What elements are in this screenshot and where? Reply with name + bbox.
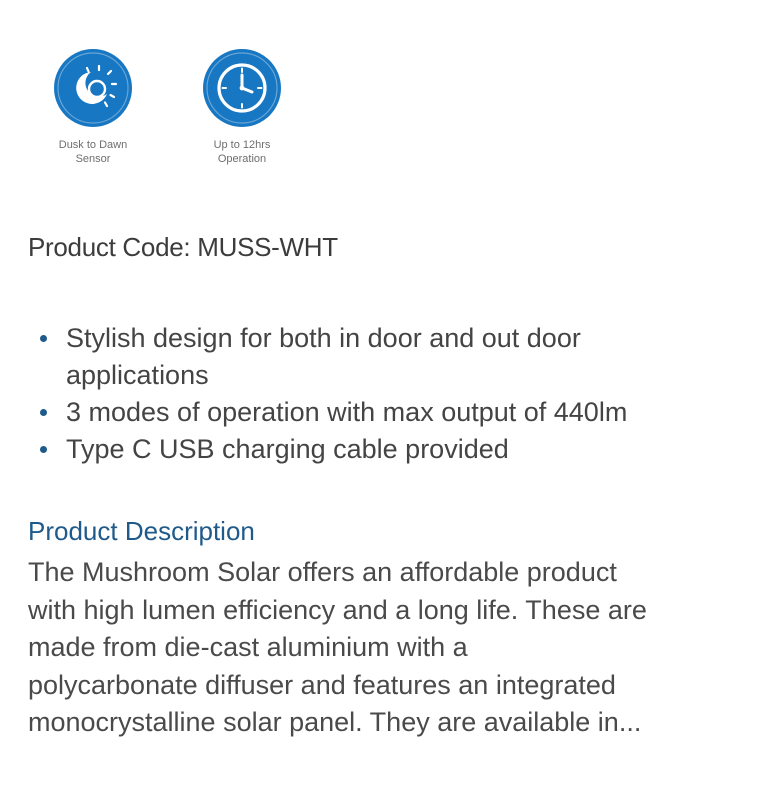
bullet-dot (40, 335, 47, 342)
description-heading: Product Description (28, 516, 255, 546)
product-code: Product Code: MUSS-WHT (28, 232, 338, 262)
description-line: monocrystalline solar panel. They are available in... (28, 707, 642, 737)
description-body (28, 554, 748, 742)
feature-list (28, 320, 748, 468)
feature-caption-line: Sensor (75, 153, 111, 165)
feature-caption-line: Dusk to Dawn (58, 139, 128, 151)
clock-icon (202, 48, 282, 128)
list-item-text: Stylish design for both in door and out door (66, 323, 581, 353)
description-line: The Mushroom Solar offers an affordable product (28, 557, 617, 587)
description-line: with high lumen efficiency and a long life. These are (28, 594, 647, 625)
feature-dusk-to-dawn (33, 48, 153, 166)
moon-sun-icon (53, 48, 133, 128)
list-item-text: Type C USB charging cable provided (66, 434, 509, 464)
bullet-dot (40, 409, 47, 416)
description-line: polycarbonate diffuser and features an integrated (28, 669, 616, 700)
feature-caption-line: Operation (217, 153, 267, 165)
feature-caption (33, 138, 153, 166)
list-item-text: applications (66, 360, 209, 390)
list-item (28, 431, 748, 468)
feature-operation-time (182, 48, 302, 166)
feature-caption-line: Up to 12hrs (213, 139, 271, 151)
list-item (28, 320, 748, 394)
list-item (28, 394, 748, 431)
bullet-dot (40, 446, 47, 453)
list-item-text: 3 modes of operation with max output of 440lm (66, 397, 628, 427)
description-line: made from die-cast aluminium with a (28, 632, 468, 662)
feature-caption (182, 138, 302, 166)
